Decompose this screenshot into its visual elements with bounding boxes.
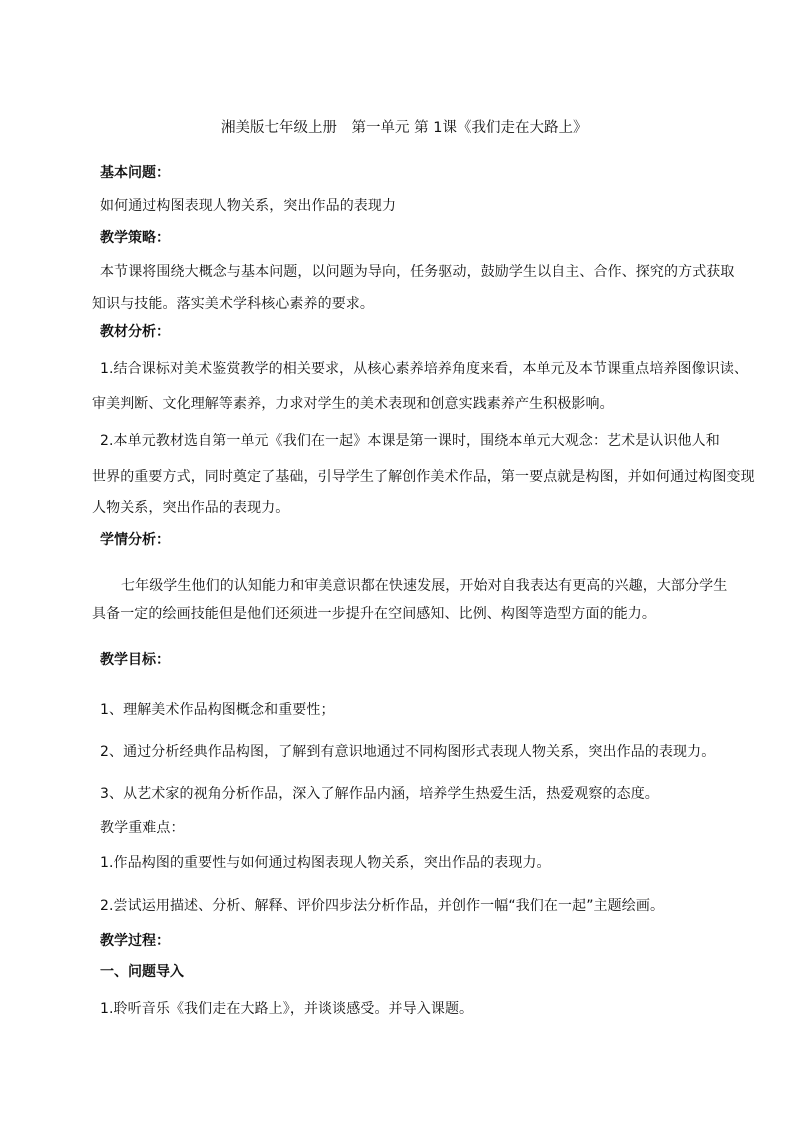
learner-heading: 学情分析： xyxy=(100,532,170,548)
material-paragraph-line: 人物关系，突出作品的表现力。 xyxy=(92,500,290,516)
process-item: 1.聆听音乐《我们走在大路上》，并谈谈感受。并导入课题。 xyxy=(100,1001,474,1017)
process-section-title: 一、问题导入 xyxy=(100,964,184,980)
goal-item: 3、从艺术家的视角分析作品，深入了解作品内涵，培养学生热爱生活，热爱观察的态度。 xyxy=(100,786,659,802)
strategy-heading: 教学策略： xyxy=(100,230,170,246)
key-point-item: 1.作品构图的重要性与如何通过构图表现人物关系，突出作品的表现力。 xyxy=(100,855,551,871)
goal-item: 1、理解美术作品构图概念和重要性； xyxy=(100,702,335,718)
learner-line: 七年级学生他们的认知能力和审美意识都在快速发展，开始对自我表达有更高的兴趣，大部分学生 xyxy=(121,578,728,594)
strategy-line: 本节课将围绕大概念与基本问题，以问题为导向，任务驱动，鼓励学生以自主、合作、探究的方式获取 xyxy=(100,264,735,280)
goal-item: 2、通过分析经典作品构图，了解到有意识地通过不同构图形式表现人物关系，突出作品的表现力。 xyxy=(100,744,716,760)
material-paragraph-line: 世界的重要方式，同时奠定了基础，引导学生了解创作美术作品，第一要点就是构图，并如何通过构图变现 xyxy=(92,469,755,485)
goals-heading: 教学目标： xyxy=(100,652,170,668)
document-title: 湘美版七年级上册 第一单元 第 1课《我们走在大路上》 xyxy=(221,120,588,136)
material-paragraph-line: 2.本单元教材选自第一单元《我们在一起》本课是第一课时，围绕本单元大观念：艺术是认识他人和 xyxy=(100,433,720,449)
learner-line: 具备一定的绘画技能但是他们还须进一步提升在空间感知、比例、构图等造型方面的能力。 xyxy=(92,606,656,622)
basic-question-text: 如何通过构图表现人物关系，突出作品的表现力 xyxy=(100,198,397,214)
material-heading: 教材分析： xyxy=(100,324,170,340)
basic-question-heading: 基本问题： xyxy=(100,165,170,181)
material-paragraph-line: 审美判断、文化理解等素养，力求对学生的美术表现和创意实践素养产生积极影响。 xyxy=(92,396,614,412)
key-points-heading: 教学重难点： xyxy=(100,820,185,836)
key-point-item: 2.尝试运用描述、分析、解释、评价四步法分析作品，并创作一幅“我们在一起”主题绘画。 xyxy=(100,898,665,914)
strategy-line: 知识与技能。落实美术学科核心素养的要求。 xyxy=(92,296,374,312)
material-paragraph-line: 1.结合课标对美术鉴赏教学的相关要求，从核心素养培养角度来看，本单元及本节课重点培养图像识读、 xyxy=(100,361,749,377)
process-heading: 教学过程： xyxy=(100,933,170,949)
